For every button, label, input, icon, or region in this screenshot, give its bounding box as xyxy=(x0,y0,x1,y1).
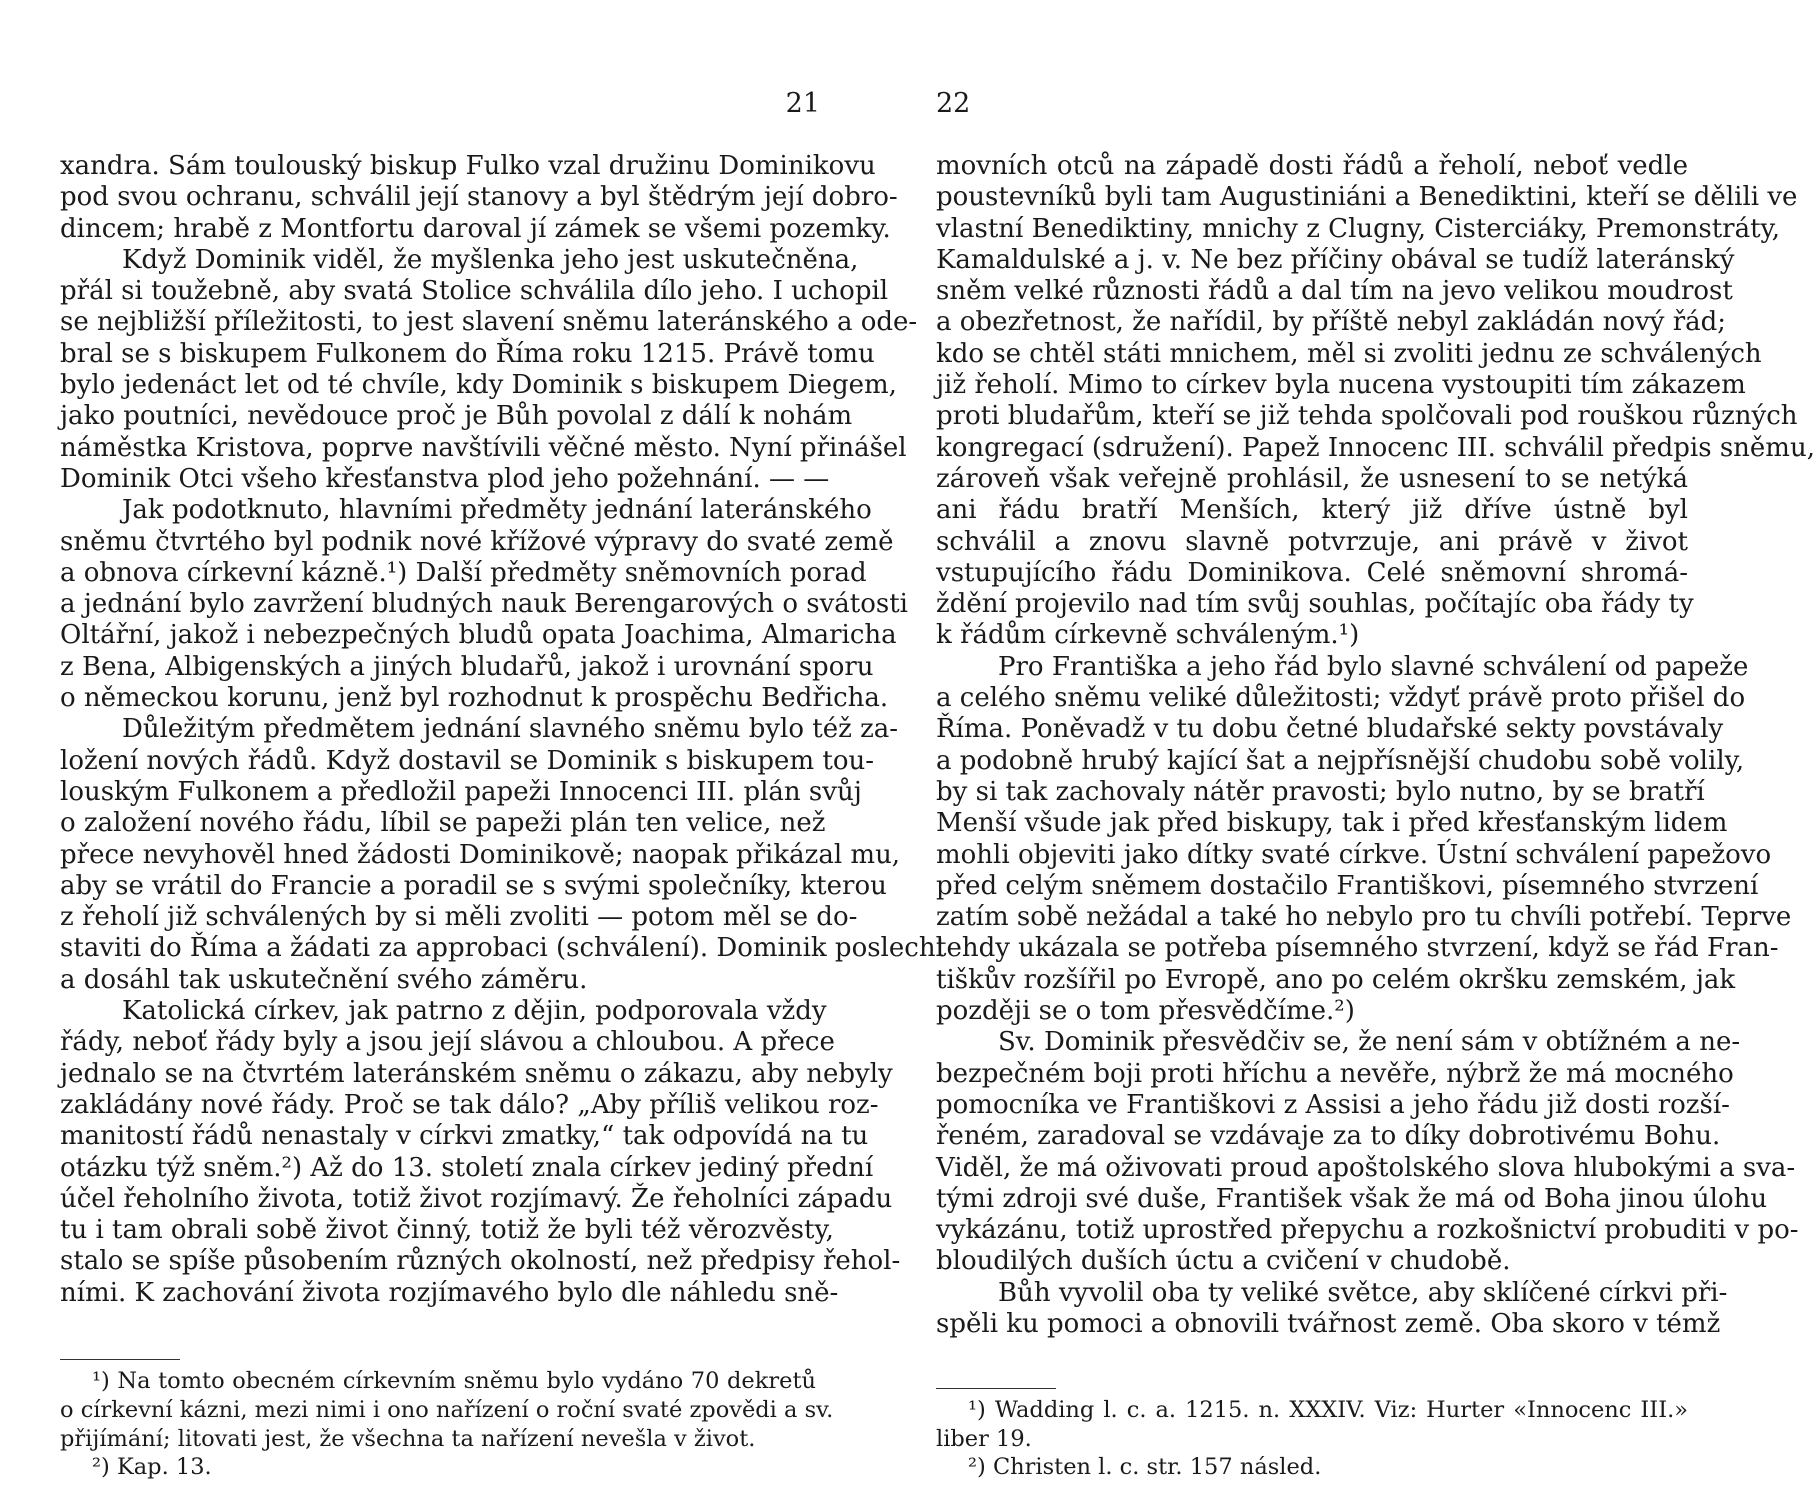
text-line: Kamaldulské a j. v. Ne bez příčiny obával se tudíž lateránský xyxy=(936,244,1735,275)
text-line: o založení nového řádu, líbil se papeži plán ten velice, než xyxy=(60,808,826,839)
text-line: přece nevyhověl hned žádosti Dominikově; naopak přikázal mu, xyxy=(60,839,901,870)
text-line: dincem; hrabě z Montfortu daroval jí zámek se všemi pozemky. xyxy=(60,213,891,244)
text-line: a celého sněmu veliké důležitosti; vždyť právě proto přišel do xyxy=(936,683,1746,714)
text-line: kongregací (sdružení). Papež Innocenc III. schválil předpis sněmu, xyxy=(936,432,1815,463)
footnote-line: přijímání; litovati jest, že všechna ta nařízení nevešla v život. xyxy=(60,1425,756,1452)
footnotes xyxy=(60,1367,834,1482)
text-line: Dominik Otci všeho křesťanstva plod jeho požehnání. — — xyxy=(60,463,830,494)
text-line: ani řádu bratří Menších, který již dříve ústně byl xyxy=(936,495,1688,526)
footnote-line: liber 19. xyxy=(936,1425,1032,1452)
text-line: Viděl, že má oživovati proud apoštolského slova hlubokými a sva- xyxy=(936,1152,1796,1183)
text-line: Katolická církev, jak patrno z dějin, podporovala vždy xyxy=(122,996,827,1027)
text-line: otázku týž sněm.²) Až do 13. století znala církev jediný přední xyxy=(60,1152,874,1183)
text-line: Říma. Poněvadž v tu dobu četné bludařské sekty povstávaly xyxy=(936,714,1724,745)
text-line: a obnova církevní kázně.¹) Další předměty sněmovních porad xyxy=(60,557,867,588)
text-line: Jak podotknuto, hlavními předměty jednání lateránského xyxy=(122,495,872,526)
text-line: jednalo se na čtvrtém lateránském sněmu o zákazu, aby nebyly xyxy=(60,1058,893,1089)
text-line: sněmu čtvrtého byl podnik nové křížové výpravy do svaté země xyxy=(60,526,894,557)
text-line: sněm velké různosti řádů a dal tím na jevo velikou moudrost xyxy=(936,276,1733,307)
text-line: movních otců na západě dosti řádů a řeholí, neboť vedle xyxy=(936,151,1688,181)
text-line: poustevníků byli tam Augustiniáni a Benediktini, kteří se dělili ve xyxy=(936,182,1798,213)
footnote-rule xyxy=(936,1388,1056,1389)
text-line: jako poutníci, nevědouce proč je Bůh povolal z dálí k nohám xyxy=(60,401,853,432)
text-line: náměstka Kristova, poprve navštívili věčné město. Nyní přinášel xyxy=(60,432,907,463)
text-line: řeném, zaradoval se vzdávaje za to díky dobrotivému Bohu. xyxy=(936,1121,1721,1152)
text-line: Bůh vyvolil oba ty veliké světce, aby sklíčené církvi při- xyxy=(998,1277,1728,1308)
text-line: vlastní Benediktiny, mnichy z Clugny, Cisterciáky, Premonstráty, xyxy=(936,213,1781,244)
text-line: zatím sobě nežádal a také ho nebylo pro tu chvíli potřebí. Teprve xyxy=(936,902,1792,933)
text-line: spěli ku pomoci a obnovili tvářnost země. Oba skoro v témž xyxy=(936,1308,1721,1339)
text-line: zároveň však veřejně prohlásil, že usnesení to se netýká xyxy=(936,463,1688,494)
text-line: a dosáhl tak uskutečnění svého záměru. xyxy=(60,964,588,995)
text-line: tiškův rozšířil po Evropě, ano po celém okršku zemském, jak xyxy=(936,964,1736,995)
text-line: louským Fulkonem a předložil papeži Innocenci III. plán svůj xyxy=(60,776,862,807)
text-line: a jednání bylo zavržení bludných nauk Berengarových o svátosti xyxy=(60,589,908,620)
page-number: 22 xyxy=(936,88,971,119)
text-line: již řeholí. Mimo to církev byla nucena vystoupiti tím zákazem xyxy=(936,370,1746,401)
footnotes xyxy=(936,1396,1688,1482)
text-line: xandra. Sám toulouský biskup Fulko vzal družinu Dominikovu xyxy=(60,151,876,181)
text-line: zakládány nové řády. Proč se tak dálo? „Aby příliš velikou roz- xyxy=(60,1089,879,1120)
text-line: z Bena, Albigenských a jiných bludařů, jakož i urovnání sporu xyxy=(60,651,874,682)
body-text xyxy=(936,151,1815,1340)
text-line: aby se vrátil do Francie a poradil se s svými společníky, kterou xyxy=(60,870,887,901)
page-number: 21 xyxy=(785,88,820,119)
text-line: k řádům církevně schváleným.¹) xyxy=(936,620,1360,651)
text-line: pomocníka ve Františkovi z Assisi a jeho řádu již dosti rozší- xyxy=(936,1089,1730,1120)
footnote-rule xyxy=(60,1359,180,1360)
right-page xyxy=(868,0,1815,1500)
text-line: bloudilých duších úctu a cvičení v chudobě. xyxy=(936,1246,1511,1277)
footnote-line: ²) Christen l. c. str. 157 násled. xyxy=(968,1454,1322,1481)
text-line: ždění projevilo nad tím svůj souhlas, počítajíc oba řády ty xyxy=(936,589,1694,620)
footnote-line: ¹) Wadding l. c. a. 1215. n. XXXIV. Viz: Hurter «Innocenc III.» xyxy=(968,1396,1688,1423)
text-line: Sv. Dominik přesvědčiv se, že není sám v obtížném a ne- xyxy=(998,1027,1741,1058)
text-line: o německou korunu, jenž byl rozhodnut k prospěchu Bedřicha. xyxy=(60,683,889,714)
text-line: stalo se spíše působením různých okolností, než předpisy řehol- xyxy=(60,1246,901,1277)
text-line: staviti do Říma a žádati za approbaci (schválení). Dominik poslechl xyxy=(60,933,944,964)
text-line: Důležitým předmětem jednání slavného sněmu bylo též za- xyxy=(122,714,899,745)
text-line: ložení nových řádů. Když dostavil se Dominik s biskupem tou- xyxy=(60,745,874,776)
text-line: vykázánu, totiž uprostřed přepychu a rozkošnictví probuditi v po- xyxy=(936,1215,1799,1246)
text-line: a podobně hrubý kající šat a nejpřísnější chudobu sobě volily, xyxy=(936,745,1745,776)
text-line: tými zdroji své duše, František však že má od Boha jinou úlohu xyxy=(936,1183,1768,1214)
text-line: kdo se chtěl státi mnichem, měl si zvoliti jednu ze schválených xyxy=(936,338,1762,369)
text-line: a obezřetnost, že nařídil, by příště nebyl zakládán nový řád; xyxy=(936,307,1727,338)
text-line: manitostí řádů nenastaly v církvi zmatky,“ tak odpovídá na tu xyxy=(60,1121,869,1152)
body-text xyxy=(60,151,944,1309)
text-line: před celým sněmem dostačilo Františkovi, písemného stvrzení xyxy=(936,870,1759,901)
text-line: řády, neboť řády byly a jsou její slávou a chloubou. A přece xyxy=(60,1027,835,1058)
text-line: Menší všude jak před biskupy, tak i před křesťanským lidem xyxy=(936,808,1728,839)
footnote-line: ²) Kap. 13. xyxy=(92,1454,212,1481)
footnote-line: o církevní kázni, mezi nimi i ono nařízení o roční svaté zpovědi a sv. xyxy=(60,1396,834,1423)
footnote-line: ¹) Na tomto obecném církevním sněmu bylo vydáno 70 dekretů xyxy=(92,1368,816,1395)
text-line: přál si toužebně, aby svatá Stolice schválila dílo jeho. I uchopil xyxy=(60,276,889,307)
text-line: proti bludařům, kteří se již tehda spolčovali pod rouškou různých xyxy=(936,401,1798,432)
text-line: vstupujícího řádu Dominikova. Celé sněmovní shromá- xyxy=(936,557,1688,588)
text-line: pod svou ochranu, schválil její stanovy a byl štědrým její dobro- xyxy=(60,182,898,213)
text-line: tehdy ukázala se potřeba písemného stvrzení, když se řád Fran- xyxy=(936,933,1779,964)
text-line: Když Dominik viděl, že myšlenka jeho jest uskutečněna, xyxy=(122,244,859,275)
text-line: tu i tam obrali sobě život činný, totiž že byli též věrozvěsty, xyxy=(60,1215,834,1246)
text-line: Oltářní, jakož i nebezpečných bludů opata Joachima, Almaricha xyxy=(60,620,897,651)
text-line: ními. K zachování života rozjímavého bylo dle náhledu sně- xyxy=(60,1277,839,1308)
text-line: schválil a znovu slavně potvrzuje, ani právě v život xyxy=(936,526,1688,557)
text-line: bral se s biskupem Fulkonem do Říma roku 1215. Právě tomu xyxy=(60,338,875,369)
text-line: bezpečném boji proti hříchu a nevěře, nýbrž že má mocného xyxy=(936,1058,1734,1089)
text-line: účel řeholního života, totiž život rozjímavý. Že řeholníci západu xyxy=(60,1183,893,1214)
text-line: bylo jedenáct let od té chvíle, kdy Dominik s biskupem Diegem, xyxy=(60,370,897,401)
text-line: později se o tom přesvědčíme.²) xyxy=(936,996,1355,1027)
text-line: mohli objeviti jako dítky svaté církve. Ústní schválení papežovo xyxy=(936,839,1772,870)
text-line: Pro Františka a jeho řád bylo slavné schválení od papeže xyxy=(998,651,1749,682)
text-line: z řeholí již schválených by si měli zvoliti — potom měl se do- xyxy=(60,902,858,933)
text-line: by si tak zachovaly nátěr pravosti; bylo nutno, by se bratří xyxy=(936,776,1705,807)
text-line: se nejbližší příležitosti, to jest slavení sněmu lateránského a ode- xyxy=(60,307,918,338)
